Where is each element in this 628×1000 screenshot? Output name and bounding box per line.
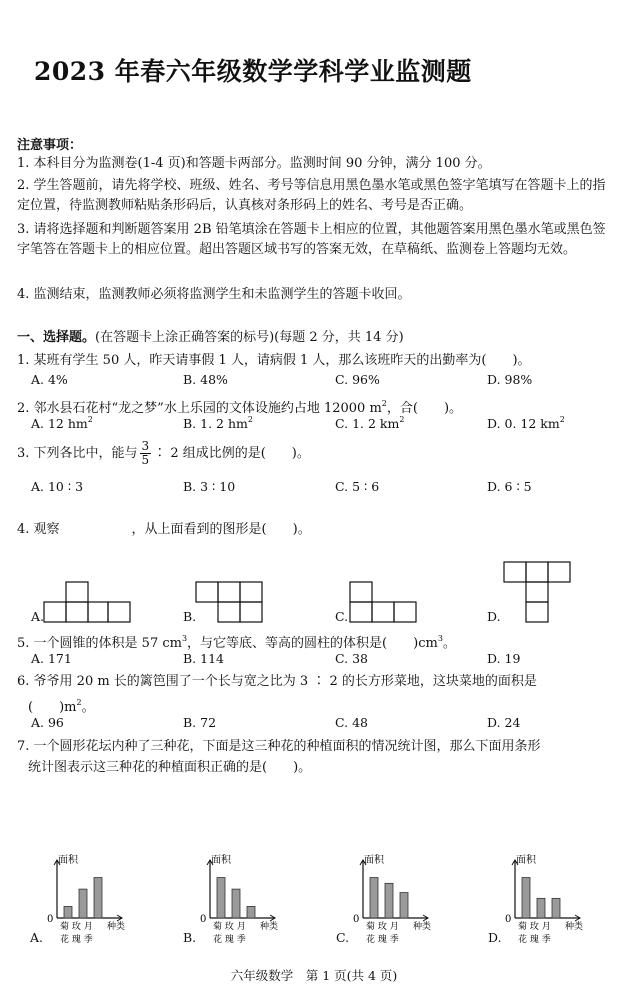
q3-text — [17, 440, 310, 467]
q1-option-c[interactable]: C. 96% — [335, 372, 380, 387]
category-labels-top: 菊 玫 月 — [366, 922, 399, 932]
y-axis-label: 面积 — [58, 855, 78, 866]
notice-item-1: 1. 本科目分为监测卷(1-4 页)和答题卡两部分。监测时间 90 分钟，满分 100 分。 — [17, 156, 491, 171]
origin-label: 0 — [353, 914, 360, 925]
q7-chart-a — [30, 852, 140, 952]
q2-option-a-sup: 2 — [87, 415, 93, 424]
q7-line1: 7. 一个圆形花坛内种了三种花，下面是这三种花的种植面积的情况统计图，那么下面用条形 — [17, 739, 541, 754]
q2-option-c[interactable] — [335, 415, 404, 431]
section1-label: 一、选择题。 — [17, 330, 96, 345]
bar-菊花 — [64, 906, 72, 918]
q2-sup: 2 — [381, 399, 387, 408]
q3-frac-num: 3 — [141, 439, 150, 453]
section1-heading — [17, 328, 404, 348]
q4-option-d[interactable]: D. — [487, 609, 501, 624]
category-labels-top: 菊 玫 月 — [60, 922, 93, 932]
q2-option-b[interactable] — [183, 415, 253, 431]
q4-text-b: ，从上面看到的图形是( )。 — [131, 522, 311, 537]
q3-frac-den: 5 — [141, 453, 150, 467]
q6-sup: 2 — [76, 698, 82, 707]
q3-option-d[interactable]: D. 6 ∶ 5 — [487, 479, 532, 494]
q1-option-b[interactable]: B. 48% — [183, 372, 228, 387]
q5-sup-1: 3 — [181, 634, 188, 643]
bar-玫瑰 — [537, 898, 545, 918]
q6-option-a[interactable]: A. 96 — [31, 715, 64, 730]
bar-月季 — [552, 898, 560, 918]
q3-option-c[interactable]: C. 5 ∶ 6 — [335, 479, 380, 494]
q3-text-b: ∶ 2 组成比例的是( )。 — [153, 446, 310, 461]
q4-view-d — [504, 560, 574, 624]
q3-fraction — [140, 440, 152, 467]
q2-option-a[interactable] — [31, 415, 93, 431]
q7-option-a[interactable]: A. — [30, 930, 44, 945]
x-axis-label: 种类 — [565, 922, 584, 932]
q7-option-d[interactable]: D. — [488, 930, 502, 945]
q3-option-a[interactable]: A. 10 ∶ 3 — [31, 479, 84, 494]
q6-option-d[interactable]: D. 24 — [487, 715, 521, 730]
q7-option-b[interactable]: B. — [183, 930, 197, 945]
bar-月季 — [94, 878, 102, 918]
q1-text: 1. 某班有学生 50 人，昨天请事假 1 人，请病假 1 人，那么该班昨天的出勤率为( )。 — [17, 353, 531, 368]
q2-option-d-text: D. 0. 12 km — [487, 416, 560, 431]
category-labels-bottom: 花 瑰 季 — [213, 935, 246, 945]
q1-option-d[interactable]: D. 98% — [487, 372, 533, 387]
page-footer: 六年级数学 第 1 页(共 4 页) — [230, 968, 398, 983]
bar-玫瑰 — [79, 889, 87, 918]
q2-text-b: ，合( )。 — [386, 401, 463, 416]
origin-label: 0 — [47, 914, 54, 925]
page-title: 2023 年春六年级数学学科学业监测题 — [34, 57, 472, 86]
q5-text-b: ，与它等底、等高的圆柱的体积是( )cm — [187, 636, 438, 651]
q6-option-c[interactable]: C. 48 — [335, 715, 368, 730]
q2-option-d-sup: 2 — [559, 415, 565, 424]
bar-菊花 — [217, 878, 225, 918]
bar-玫瑰 — [385, 883, 393, 918]
q2-option-b-text: B. 1. 2 hm — [183, 416, 248, 431]
y-axis-label: 面积 — [364, 855, 384, 866]
q4-view-b — [196, 580, 266, 624]
origin-label: 0 — [200, 914, 207, 925]
q7-option-c[interactable]: C. — [336, 930, 350, 945]
bar-菊花 — [522, 878, 530, 918]
category-labels-top: 菊 玫 月 — [518, 922, 551, 932]
notice-heading: 注意事项： — [17, 138, 83, 153]
notice-item-3: 3. 请将选择题和判断题答案用 2B 铅笔填涂在答题卡上相应的位置，其他题答案用黑色墨水笔或黑色签字笔答在答题卡上的相应位置。超出答题区域书写的答案无效，在草稿纸、监测卷上答题均无效。 — [17, 222, 606, 257]
q5-text — [17, 629, 456, 654]
q6-option-b[interactable]: B. 72 — [183, 715, 217, 730]
q4-view-a — [44, 580, 134, 624]
bar-月季 — [247, 906, 255, 918]
origin-label: 0 — [505, 914, 512, 925]
category-labels-bottom: 花 瑰 季 — [366, 935, 399, 945]
q1-option-a[interactable]: A. 4% — [31, 372, 68, 387]
q7-chart-d — [488, 852, 598, 952]
q5-option-b[interactable]: B. 114 — [183, 651, 224, 666]
category-labels-bottom: 花 瑰 季 — [518, 935, 551, 945]
q6-line1: 6. 爷爷用 20 m 长的篱笆围了一个长与宽之比为 3 ∶ 2 的长方形菜地，这块菜地的面积是 — [17, 674, 537, 689]
bar-菊花 — [370, 878, 378, 918]
category-labels-bottom: 花 瑰 季 — [60, 935, 93, 945]
q5-sup-2: 3 — [437, 634, 443, 643]
q2-text-a: 2. 邻水县石花村“龙之梦”水上乐园的文体设施约占地 12000 m — [17, 401, 382, 416]
q2-option-d[interactable] — [487, 415, 565, 431]
x-axis-label: 种类 — [260, 922, 279, 932]
notice-item-2: 2. 学生答题前，请先将学校、班级、姓名、考号等信息用黑色墨水笔或黑色签字笔填写在答题卡上的指定位置，待监测教师粘贴条形码后，认真核对条形码上的姓名、考号是否正确。 — [17, 178, 606, 213]
q5-text-a: 5. 一个圆锥的体积是 57 cm — [17, 636, 182, 651]
q3-option-b[interactable]: B. 3 ∶ 10 — [183, 479, 236, 494]
q5-option-d[interactable]: D. 19 — [487, 651, 521, 666]
q5-text-c: 。 — [442, 636, 456, 651]
q6-line2-b: 。 — [81, 700, 95, 715]
y-axis-label: 面积 — [516, 855, 536, 866]
bar-玫瑰 — [232, 889, 240, 918]
q4-option-c[interactable]: C. — [335, 609, 349, 624]
q6-line2-a: ( )m — [28, 700, 77, 715]
q7-chart-b — [183, 852, 293, 952]
q2-option-c-sup: 2 — [399, 415, 405, 424]
q7-line2: 统计图表示这三种花的种植面积正确的是( )。 — [28, 760, 312, 775]
category-labels-top: 菊 玫 月 — [213, 922, 246, 932]
q4-option-b[interactable]: B. — [183, 609, 197, 624]
q7-chart-c — [336, 852, 446, 952]
bar-月季 — [400, 893, 408, 918]
q2-option-a-text: A. 12 hm — [31, 416, 88, 431]
section1-note: (在答题卡上涂正确答案的标号)(每题 2 分，共 14 分) — [95, 330, 404, 345]
q2-option-b-sup: 2 — [247, 415, 253, 424]
x-axis-label: 种类 — [413, 922, 432, 932]
q4-option-a[interactable]: A. — [31, 609, 45, 624]
q4-view-c — [350, 580, 420, 624]
q5-option-c[interactable]: C. 38 — [335, 651, 368, 666]
q5-option-a[interactable]: A. 171 — [31, 651, 72, 666]
q2-option-c-text: C. 1. 2 km — [335, 416, 400, 431]
q4-text-a: 4. 观察 — [17, 522, 60, 537]
y-axis-label: 面积 — [211, 855, 231, 866]
notice-item-4: 4. 监测结束，监测教师必须将监测学生和未监测学生的答题卡收回。 — [17, 287, 411, 302]
q3-text-a: 3. 下列各比中，能与 — [17, 446, 138, 461]
q4-text — [17, 520, 311, 540]
x-axis-label: 种类 — [107, 922, 126, 932]
